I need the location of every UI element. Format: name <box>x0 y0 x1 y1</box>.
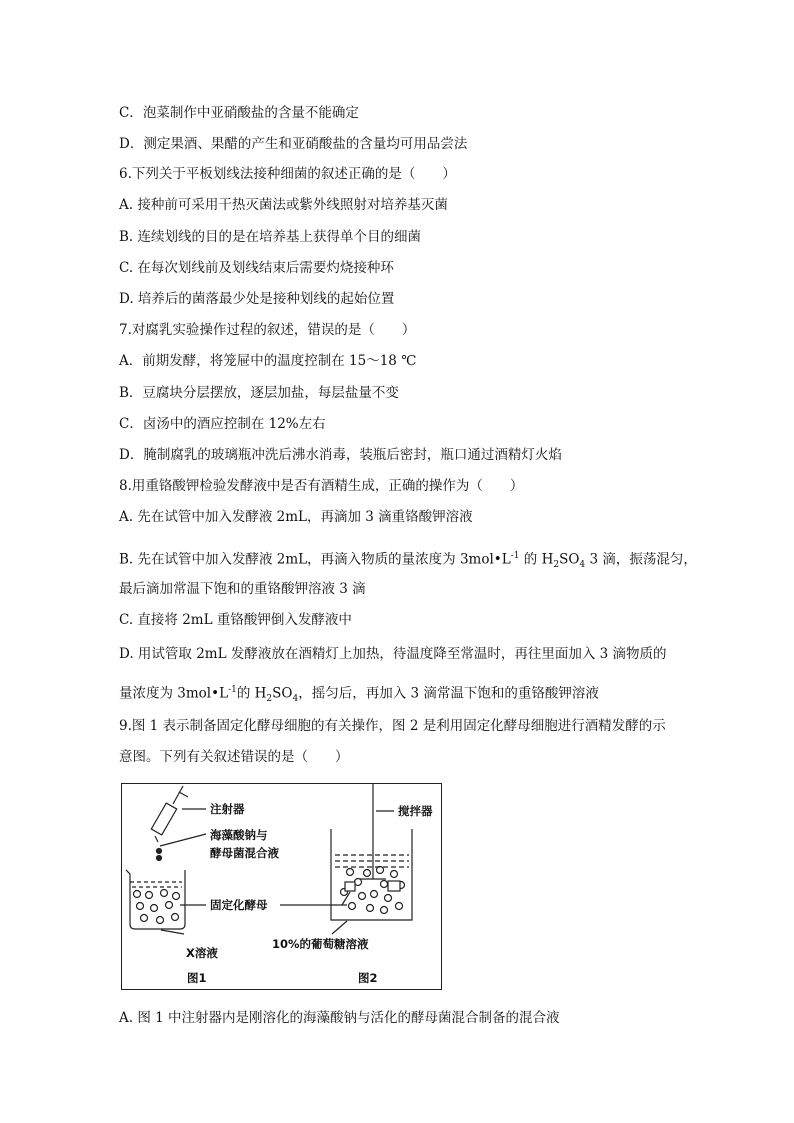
q6-stem: 6.下列关于平板划线法接种细菌的叙述正确的是（ ） <box>119 166 456 182</box>
q9-stem-line2: 意图。下列有关叙述错误的是（ ） <box>119 749 349 765</box>
label-immobilized-yeast: 固定化酵母 <box>210 898 268 912</box>
caption-figure-2: 图2 <box>358 971 378 985</box>
q7-option-a: A．前期发酵，将笼屉中的温度控制在 15～18 ℃ <box>119 353 417 369</box>
q8-stem: 8.用重铬酸钾检验发酵液中是否有酒精生成，正确的操作为（ ） <box>119 478 524 494</box>
figure-drawing <box>122 784 443 991</box>
q8-option-c: C. 直接将 2mL 重铬酸钾倒入发酵液中 <box>119 612 352 628</box>
tank-fig2 <box>331 829 412 920</box>
q6-option-a: A. 接种前可采用干热灭菌法或紫外线照射对培养基灭菌 <box>119 197 448 213</box>
q5-option-d: D．测定果酒、果醋的产生和亚硝酸盐的含量均可用品尝法 <box>119 136 468 152</box>
label-syringe: 注射器 <box>210 802 245 816</box>
label-stirrer: 搅拌器 <box>398 804 433 818</box>
droplet-1 <box>157 849 162 854</box>
q7-option-b: B．豆腐块分层摆放，逐层加盐，每层盐量不变 <box>119 385 399 401</box>
q7-stem: 7.对腐乳实验操作过程的叙述，错误的是（ ） <box>119 322 416 338</box>
q6-option-c: C. 在每次划线前及划线结束后需要灼烧接种环 <box>119 260 394 276</box>
label-mixture-line2: 酵母菌混合液 <box>210 846 279 860</box>
q5-option-c: C．泡菜制作中亚硝酸盐的含量不能确定 <box>119 105 359 121</box>
q8-option-b-line2: 最后滴加常温下饱和的重铬酸钾溶液 3 滴 <box>119 581 366 597</box>
q6-option-b: B. 连续划线的目的是在培养基上获得单个目的细菌 <box>119 229 422 245</box>
label-mixture-line1: 海藻酸钠与 <box>210 828 268 842</box>
droplet-2 <box>157 856 162 861</box>
beaker-fig1 <box>126 870 185 934</box>
q8-option-d-line1: D. 用试管取 2mL 发酵液放在酒精灯上加热，待温度降至常温时，再往里面加入 3 滴物质的 <box>119 646 667 662</box>
q9-stem-line1: 9.图 1 表示制备固定化酵母细胞的有关操作，图 2 是利用固定化酵母细胞进行酒精发酵的示 <box>119 718 666 734</box>
label-glucose-solution: 10%的葡萄糖溶液 <box>272 937 369 951</box>
q9-option-a: A. 图 1 中注射器内是刚溶化的海藻酸钠与活化的酵母菌混合制备的混合液 <box>119 1010 560 1026</box>
q8-option-d-line2: 量浓度为 $3mol•L^{-1}$的 $H_2SO_4$，摇匀后，再加入 3 滴常温下饱和的重铬酸钾溶液 <box>119 685 599 705</box>
figure-immobilized-yeast <box>121 783 442 990</box>
q6-option-d: D. 培养后的菌落最少处是接种划线的起始位置 <box>119 291 395 307</box>
syringe-icon <box>151 786 188 842</box>
q7-option-d: D．腌制腐乳的玻璃瓶冲洗后沸水消毒，装瓶后密封，瓶口通过酒精灯火焰 <box>119 447 562 463</box>
caption-figure-1: 图1 <box>187 971 207 985</box>
label-x-solution: X溶液 <box>186 946 218 960</box>
q8-option-a: A. 先在试管中加入发酵液 2mL，再滴加 3 滴重铬酸钾溶液 <box>119 509 473 525</box>
q8-option-b-line1: B. 先在试管中加入发酵液 2mL，再滴入物质的量浓度为 $3mol•L^{-1}$ 的 $H_2SO_4$ 3 滴，振荡混匀， <box>119 551 697 571</box>
q7-option-c: C．卤汤中的酒应控制在 12%左右 <box>119 416 326 432</box>
